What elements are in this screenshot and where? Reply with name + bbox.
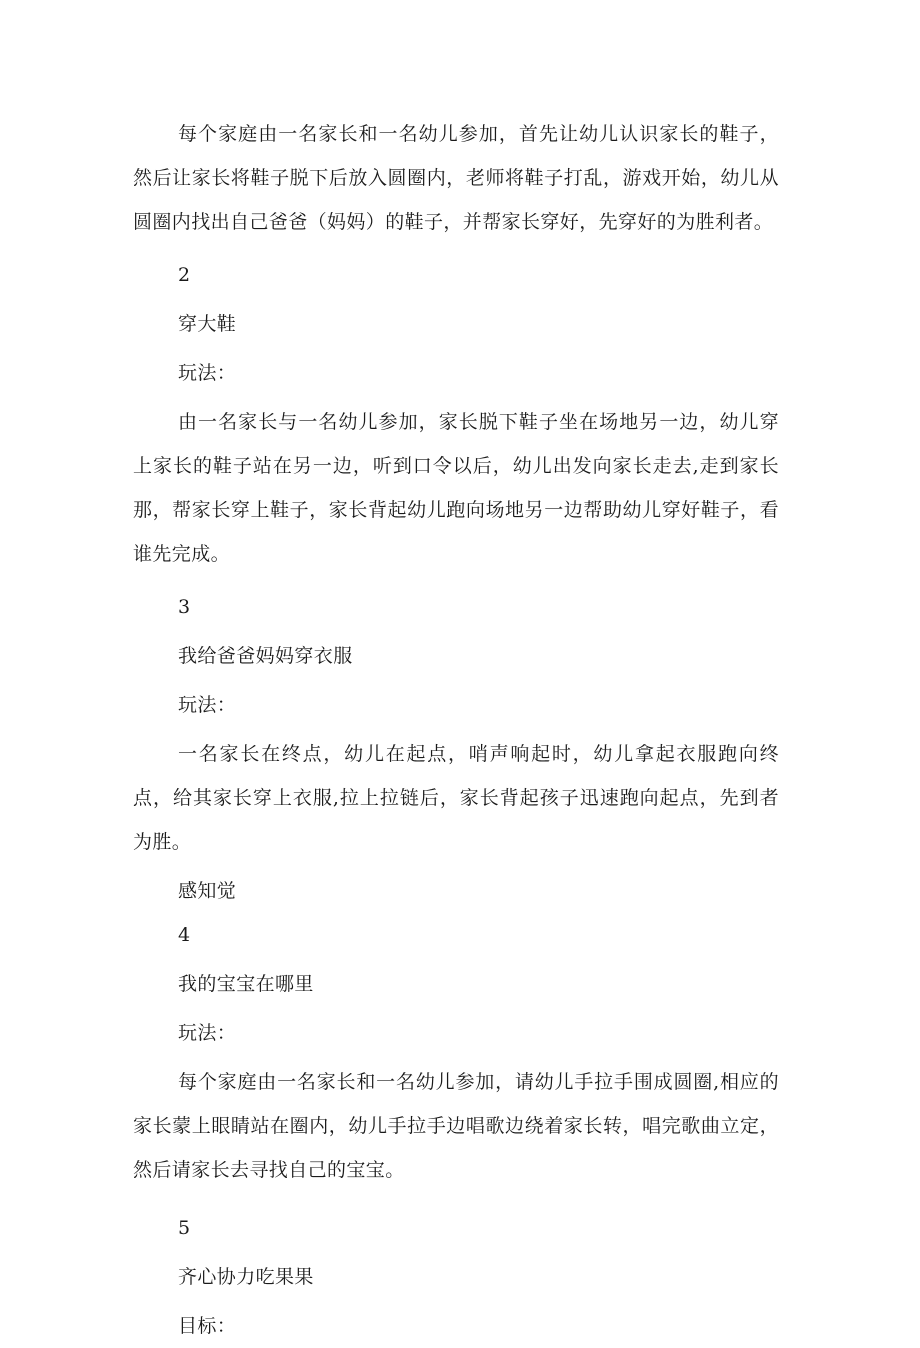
paragraph-find-baby-rules: 每个家庭由一名家长和一名幼儿参加，请幼儿手拉手围成圆圈,相应的家长蒙上眼睛站在圈内，幼儿手拉手边唱歌边绕着家长转，唱完歌曲立定，然后请家长去寻找自己的宝宝。 bbox=[133, 1071, 779, 1181]
label-how-to-play: 玩法： bbox=[178, 694, 237, 716]
label-how-to-play: 玩法： bbox=[178, 1022, 237, 1044]
section-number-2: 2 bbox=[178, 264, 191, 286]
section-number-4: 4 bbox=[178, 924, 191, 946]
document-body bbox=[133, 112, 779, 1348]
section-number-3: 3 bbox=[178, 596, 191, 618]
paragraph-shoe-game-rules: 每个家庭由一名家长和一名幼儿参加，首先让幼儿认识家长的鞋子，然后让家长将鞋子脱下后放入圆圈内，老师将鞋子打乱，游戏开始，幼儿从圆圈内找出自己爸爸（妈妈）的鞋子，并帮家长穿好，先穿好的为胜利者。 bbox=[133, 123, 779, 233]
section-title-dress-parents: 我给爸爸妈妈穿衣服 bbox=[178, 645, 353, 667]
section-title-big-shoes: 穿大鞋 bbox=[178, 313, 237, 335]
paragraph-big-shoes-rules: 由一名家长与一名幼儿参加，家长脱下鞋子坐在场地另一边，幼儿穿上家长的鞋子站在另一边，听到口令以后，幼儿出发向家长走去,走到家长那，帮家长穿上鞋子，家长背起幼儿跑向场地另一边帮助幼儿穿好鞋子，看谁先完成。 bbox=[133, 411, 779, 565]
section-title-find-baby: 我的宝宝在哪里 bbox=[178, 973, 314, 995]
label-how-to-play: 玩法： bbox=[178, 362, 237, 384]
section-title-eat-fruit: 齐心协力吃果果 bbox=[178, 1266, 314, 1288]
category-heading-perception: 感知觉 bbox=[178, 880, 237, 902]
section-number-5: 5 bbox=[178, 1217, 191, 1239]
label-goal: 目标： bbox=[178, 1315, 237, 1337]
paragraph-dress-parents-rules: 一名家长在终点，幼儿在起点，哨声响起时，幼儿拿起衣服跑向终点，给其家长穿上衣服,拉上拉链后，家长背起孩子迅速跑向起点，先到者为胜。 bbox=[133, 743, 779, 853]
